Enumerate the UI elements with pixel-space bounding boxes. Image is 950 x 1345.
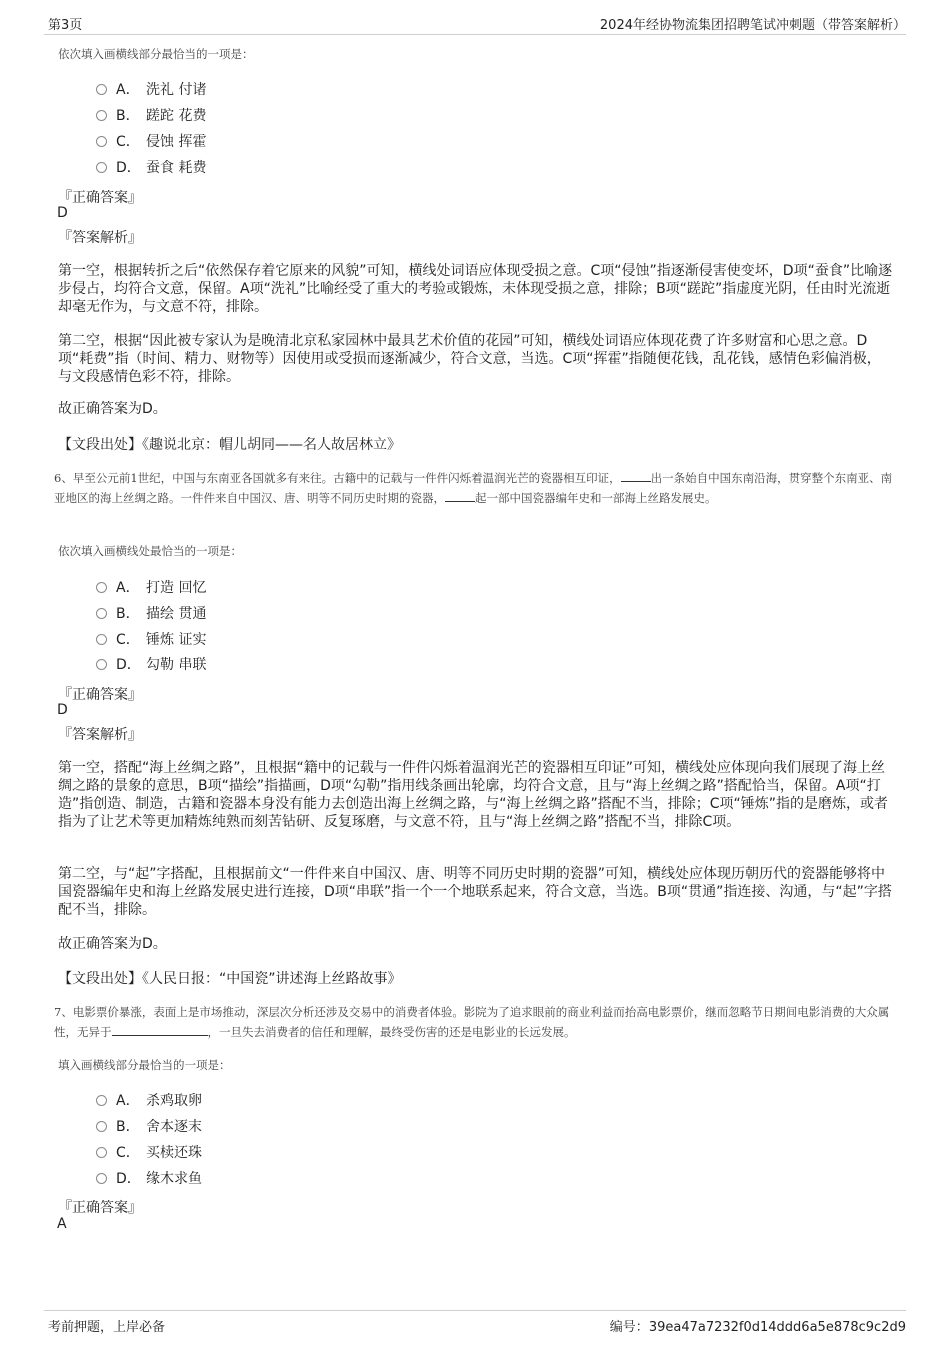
q6-analysis-2: 第二空，与“起”字搭配，且根据前文“一件件来自中国汉、唐、明等不同历史时期的瓷器”可知，横线处应体现历朝历代的瓷器能够将中国瓷器编年史和海上丝路发展史进行连接，D项“串联”指一个一个地联系起来，符合文意，当选。B项“贯通”指连接、沟通，与“起”字搭配不当，排除。 [58,866,892,918]
q6-option-a[interactable]: A． 打造 回忆 [96,578,206,598]
q5-option-d[interactable]: D． 蚕食 耗费 [96,158,206,178]
blank-line [621,470,651,482]
blank-line [112,1024,208,1036]
page-header [44,14,906,35]
q6-option-b[interactable]: B． 描绘 贯通 [96,604,206,624]
q5-analysis-1: 第一空，根据转折之后“依然保存着它原来的风貌”可知，横线处词语应体现受损之意。C项“侵蚀”指逐渐侵害使变坏，D项“蚕食”比喻逐步侵占，均符合文意，保留。A项“洗礼”比喻经受了重大的考验或锻炼，未体现受损之意，排除；B项“蹉跎”指虚度光阴，任由时光流逝却毫无作为，与文意不符，排除。 [58,263,893,315]
q5-source: 【文段出处】《趣说北京：帽儿胡同——名人故居林立》 [58,437,401,453]
q6-analysis-label: 『答案解析』 [58,727,142,743]
q5-option-b[interactable]: B． 蹉跎 花费 [96,106,206,126]
footer-slogan: 考前押题，上岸必备 [48,1320,166,1335]
radio-icon[interactable] [96,110,107,121]
radio-icon[interactable] [96,1095,107,1106]
q7-option-b[interactable]: B． 舍本逐末 [96,1117,202,1137]
q7-option-a[interactable]: A． 杀鸡取卵 [96,1091,202,1111]
document-title: 2024年经协物流集团招聘笔试冲刺题（带答案解析） [599,18,906,33]
radio-icon[interactable] [96,608,107,619]
q7-option-c[interactable]: C． 买椟还珠 [96,1143,202,1163]
q6-option-c[interactable]: C． 锤炼 证实 [96,630,206,650]
q5-answer-label: 『正确答案』 [58,190,142,206]
q5-prompt: 依次填入画横线部分最恰当的一项是： [58,47,254,61]
q5-answer: D [57,205,68,221]
q7-answer-label: 『正确答案』 [58,1200,142,1216]
radio-icon[interactable] [96,84,107,95]
q6-analysis-1: 第一空，搭配“海上丝绸之路”，且根据“籍中的记载与一件件闪烁着温润光芒的瓷器相互印证”可知，横线处应体现向我们展现了海上丝绸之路的景象的意思，B项“描绘”指描画，D项“勾勒”指用线条画出轮廓，均符合文意，且与“海上丝绸之路”搭配恰当，保留。A项“打造”指创造、制造，古籍和瓷器本身没有能力去创造出海上丝绸之路，与“海上丝绸之路”搭配不当，排除；C项“锤炼”指的是磨炼，或者指为了让艺术等更加精炼纯熟而刻苦钻研、反复琢磨，与文意不符，且与“海上丝绸之路”搭配不当，排除C项。 [58,760,889,830]
radio-icon[interactable] [96,1121,107,1132]
radio-icon[interactable] [96,1173,107,1184]
q6-prompt: 依次填入画横线处最恰当的一项是： [58,544,242,558]
radio-icon[interactable] [96,659,107,670]
q6-answer: D [57,702,68,718]
q7-prompt: 填入画横线部分最恰当的一项是： [58,1058,231,1072]
q6-answer-label: 『正确答案』 [58,687,142,703]
q6-conclusion: 故正确答案为D。 [58,936,167,952]
radio-icon[interactable] [96,1147,107,1158]
q7-answer: A [57,1216,67,1232]
q7-option-d[interactable]: D． 缘木求鱼 [96,1169,202,1189]
q5-analysis-2: 第二空，根据“因此被专家认为是晚清北京私家园林中最具艺术价值的花园”可知，横线处词语应体现花费了许多财富和心思之意。D项“耗费”指（时间、精力、财物等）因使用或受损而逐渐减少，符合文意，当选。C项“挥霍”指随便花钱，乱花钱，感情色彩偏消极，与文段感情色彩不符，排除。 [58,333,881,385]
blank-line [445,490,475,502]
radio-icon[interactable] [96,634,107,645]
radio-icon[interactable] [96,582,107,593]
page-number: 第3页 [48,18,83,33]
radio-icon[interactable] [96,162,107,173]
radio-icon[interactable] [96,136,107,147]
document-code: 编号：39ea47a7232f0d14ddd6a5e878c9c2d9 [609,1320,906,1335]
q5-option-c[interactable]: C． 侵蚀 挥霍 [96,132,206,152]
page-footer [44,1310,906,1333]
q6-stem: 6、早至公元前1世纪，中国与东南亚各国就多有来往。古籍中的记载与一件件闪烁着温润光芒的瓷器相互印证， 出一条始自中国东南沿海，贯穿整个东南亚、南亚地区的海上丝绸之路。一件件来自中国汉、唐、明等不同历史时期的瓷器， 起一部中国瓷器编年史和一部海上丝路发展史。 [54,471,893,505]
q5-analysis-label: 『答案解析』 [58,230,142,246]
q5-conclusion: 故正确答案为D。 [58,401,167,417]
q7-stem: 7、电影票价暴涨，表面上是市场推动，深层次分析还涉及交易中的消费者体验。影院为了追求眼前的商业利益而抬高电影票价，继而忽略节日期间电影消费的大众属性，无异于 ，一旦失去消费者的信任和理解，最终受伤害的还是电影业的长远发展。 [54,1005,890,1039]
q6-option-d[interactable]: D． 勾勒 串联 [96,655,206,675]
q6-source: 【文段出处】《人民日报：“中国瓷”讲述海上丝路故事》 [58,971,402,987]
q5-option-a[interactable]: A． 洗礼 付诸 [96,80,206,100]
